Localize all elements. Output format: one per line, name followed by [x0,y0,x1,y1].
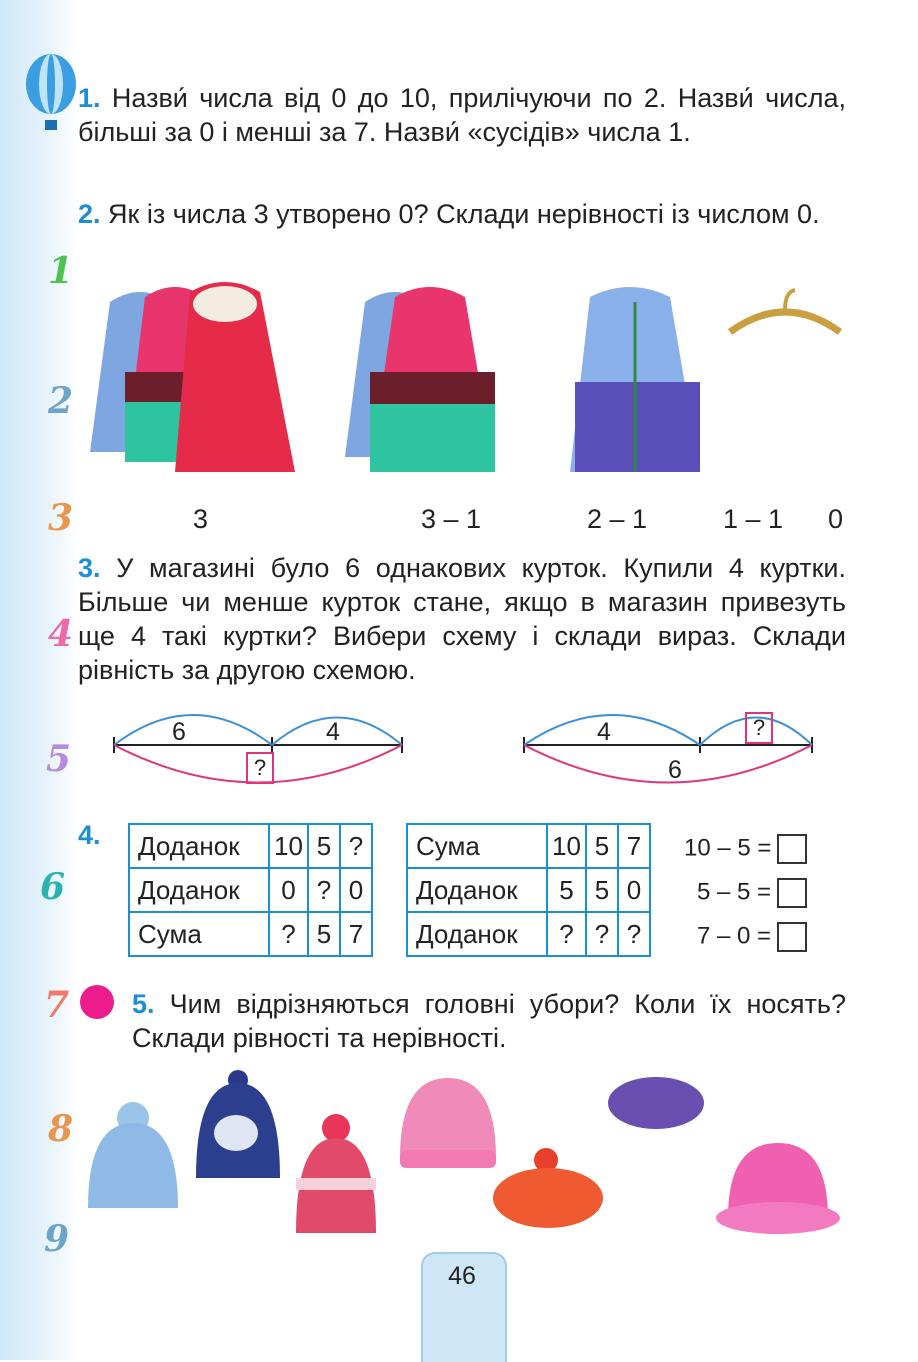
task-4 [78,818,118,852]
table-cell: Доданок [129,868,269,912]
table-cell: 7 [340,912,372,956]
answer-box[interactable] [777,922,807,952]
table-2 [406,823,651,957]
balloon-icon [22,52,80,134]
equation-text: 5 – 5 = [697,878,772,906]
task-text: Назви́ числа від 0 до 10, прилічуючи по 2. Назви́ числа, більші за 0 і менші за 7. Назви́ «сусідів» числа 1. [78,83,846,147]
jacket-label: 3 [193,504,209,534]
jacket-label: 1 – 1 [723,504,784,534]
scheme-2-top-left: 4 [597,718,611,746]
margin-number: 7 [44,984,70,1026]
jacket-label: 2 – 1 [587,504,648,534]
margin-number: 9 [44,1218,70,1260]
margin-number: 1 [48,250,74,292]
table-row [407,824,650,868]
table-cell: ? [586,912,618,956]
scheme-2-bottom: 6 [668,756,682,784]
task-text: У магазині було 6 однакових курток. Купили 4 куртки. Більше чи менше курток стане, якщо в магазин привезуть ще 4 такі куртки? Вибери схему і склади вираз. Склади рівність за другою схемою. [78,553,846,685]
equation-text: 10 – 5 = [684,834,772,862]
scheme-1-unknown-box: ? [246,752,274,784]
table-cell: Доданок [407,868,547,912]
table-cell: 0 [340,868,372,912]
task-2 [78,197,846,231]
task-5 [132,987,846,1055]
table-row [407,912,650,956]
table-row [129,912,372,956]
equation [684,834,807,864]
scheme-2-unknown-box: ? [745,712,773,744]
task-number: 5. [132,989,155,1019]
table-row [129,868,372,912]
table-cell: 5 [308,912,340,956]
jacket-label: 3 – 1 [421,504,482,534]
task-text: Як із числа 3 утворено 0? Склади нерівності із числом 0. [108,199,820,229]
table-cell: 10 [269,824,308,868]
margin-number: 3 [48,497,74,539]
equation [697,922,807,952]
pink-dot-icon [80,985,114,1019]
table-cell: Доданок [129,824,269,868]
task-text: Чим відрізняються головні убори? Коли їх носять? Склади рівності та нерівності. [132,989,846,1053]
jacket-label: 0 [828,504,844,534]
table-cell: 10 [547,824,586,868]
table-cell: ? [618,912,650,956]
table-cell: Сума [407,824,547,868]
task-number: 3. [78,553,101,583]
task-3 [78,551,846,687]
margin-number: 4 [48,613,74,655]
margin-number: 5 [46,738,72,780]
answer-box[interactable] [777,834,807,864]
jackets-illustration [80,272,860,482]
task-1 [78,81,846,149]
table-cell: 5 [547,868,586,912]
table-row [129,824,372,868]
margin-strip [0,0,78,1360]
equation-text: 7 – 0 = [697,922,772,950]
answer-box[interactable] [777,878,807,908]
equation [697,878,807,908]
table-cell: 5 [586,824,618,868]
hats-illustration [78,1068,858,1248]
table-row [407,868,650,912]
table-cell: ? [269,912,308,956]
table-cell: 5 [308,824,340,868]
table-cell: Доданок [407,912,547,956]
table-cell: ? [340,824,372,868]
page-number: 46 [448,1262,476,1290]
margin-number: 2 [48,380,74,422]
task-number: 1. [78,83,101,113]
table-cell: 0 [269,868,308,912]
table-cell: ? [547,912,586,956]
table-cell: ? [308,868,340,912]
scheme-1-top-right: 4 [326,718,340,746]
table-cell: Сума [129,912,269,956]
task-number: 2. [78,199,101,229]
margin-number: 8 [48,1108,74,1150]
table-cell: 7 [618,824,650,868]
table-cell: 0 [618,868,650,912]
task-number: 4. [78,820,101,850]
margin-number: 6 [40,866,66,908]
scheme-1-top-left: 6 [172,718,186,746]
table-cell: 5 [586,868,618,912]
table-1 [128,823,373,957]
